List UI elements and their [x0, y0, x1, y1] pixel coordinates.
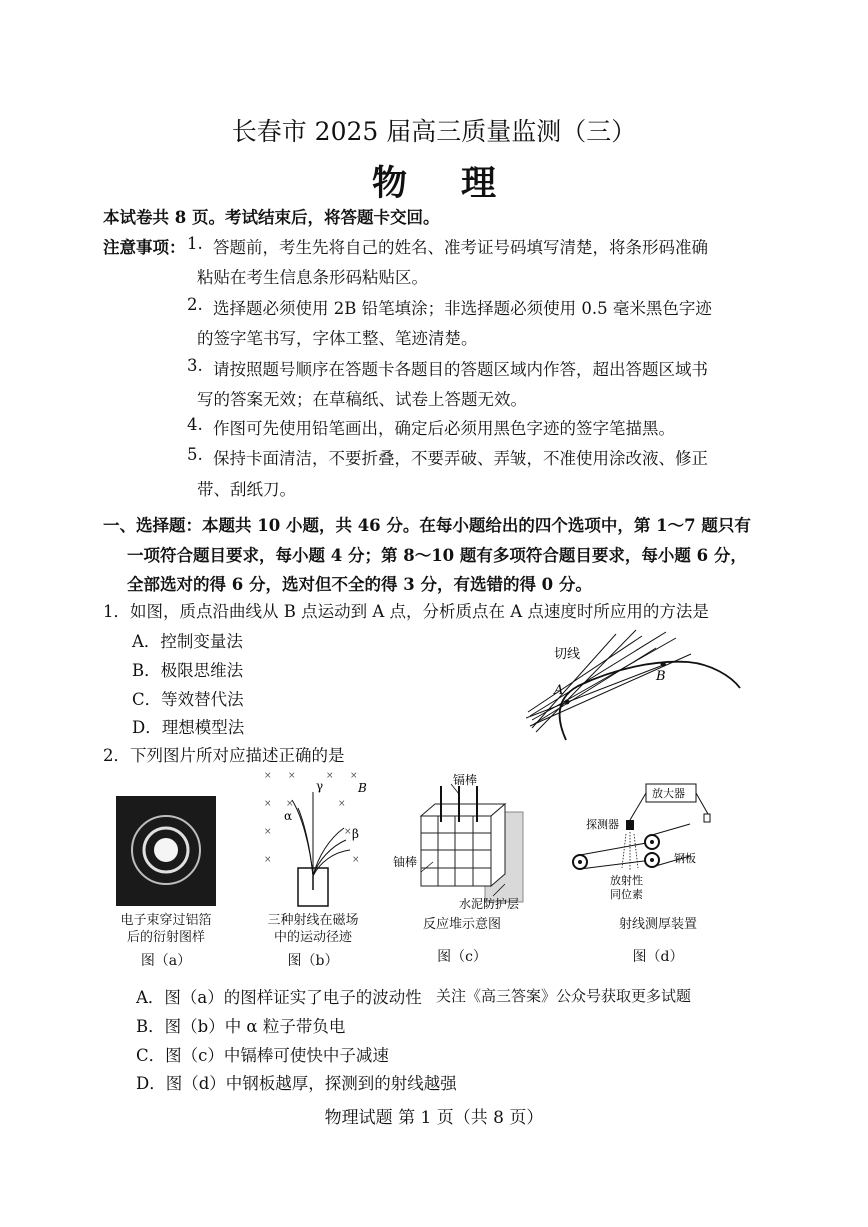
point-b-label: B — [656, 669, 666, 684]
figure-a-diffraction — [116, 796, 216, 906]
figure-a-caption — [106, 912, 226, 946]
q1-option-a: A．控制变量法 — [132, 632, 243, 651]
note-5-num: 5. — [187, 445, 203, 464]
reactor-core-grid — [421, 804, 505, 886]
q1-tangent-figure — [526, 628, 746, 748]
point-b-dot — [661, 662, 666, 667]
amplifier-label: 放大器 — [652, 787, 685, 800]
exam-title: 长春市 2025 届高三质量监测（三） — [231, 117, 637, 146]
steel-plate-label: 钢板 — [674, 852, 696, 865]
isotope-label-2: 同位素 — [610, 888, 643, 900]
q1-option-b: B．极限思维法 — [132, 661, 244, 680]
svg-text:×: × — [286, 799, 294, 809]
svg-text:×: × — [344, 827, 352, 837]
q1-option-d: D．理想模型法 — [132, 718, 245, 737]
figure-a-caption-2: 后的衍射图样 — [126, 930, 205, 945]
isotope-label-1: 放射性 — [610, 874, 643, 887]
section1-line-1: 一、选择题：本题共 10 小题，共 46 分。在每小题给出的四个选项中，第 1～7 题只有 — [103, 516, 751, 535]
figure-a-label: 图（a） — [140, 953, 192, 969]
note-5-line-1: 保持卡面清洁，不要折叠，不要弄破、弄皱，不准使用涂改液、修正 — [213, 449, 708, 468]
note-1-line-2: 粘贴在考生信息条形码粘贴区。 — [197, 268, 428, 287]
figure-c-caption-1: 反应堆示意图 — [422, 917, 501, 932]
section1-line-2: 一项符合题目要求，每小题 4 分；第 8～10 题有多项符合题目要求，每小题 6 分， — [127, 546, 747, 565]
note-2-line-2: 的签字笔书写，字体工整、笔迹清楚。 — [197, 329, 478, 348]
figure-b-caption-2: 中的运动径迹 — [273, 930, 352, 945]
q2-option-b: B．图（b）中 α 粒子带负电 — [136, 1017, 346, 1036]
q1-stem: 1．如图，质点沿曲线从 B 点运动到 A 点，分析质点在 A 点速度时所应用的方法是 — [103, 602, 709, 621]
section1-line-3: 全部选对的得 6 分，选对但不全的得 3 分，有选错的得 0 分。 — [127, 575, 592, 594]
q2-option-c: C．图（c）中镉棒可使快中子减速 — [136, 1046, 389, 1065]
note-5-line-2: 带、刮纸刀。 — [197, 480, 296, 499]
tangent-lines — [526, 630, 691, 732]
point-a-label: A — [554, 683, 564, 698]
figure-c-reactor — [393, 772, 533, 912]
q2-stem: 2．下列图片所对应描述正确的是 — [103, 746, 345, 765]
note-4-num: 4. — [187, 415, 203, 434]
note-1-line-1: 答题前，考生先将自己的姓名、准考证号码填写清楚，将条形码准确 — [213, 238, 708, 257]
q1-option-c: C．等效替代法 — [132, 690, 244, 709]
figure-d-gauge — [570, 780, 720, 900]
svg-text:×: × — [288, 771, 296, 781]
tangent-label: 切线 — [554, 647, 581, 662]
figure-d-caption-1: 射线测厚装置 — [618, 917, 697, 932]
figure-c-label: 图（c） — [437, 949, 487, 965]
point-a-dot — [565, 700, 570, 705]
figure-c-caption — [402, 916, 522, 933]
svg-text:×: × — [352, 855, 360, 865]
beta-label: β — [352, 827, 359, 841]
concrete-label: 水泥防护层 — [459, 897, 520, 911]
note-1-num: 1. — [187, 234, 203, 253]
note-2-num: 2. — [187, 295, 203, 314]
svg-text:×: × — [264, 827, 272, 837]
gamma-label: γ — [316, 779, 324, 793]
exam-intro: 本试卷共 8 页。考试结束后，将答题卡交回。 — [103, 208, 440, 227]
figure-d-caption — [598, 916, 718, 933]
subject-title: 物理 — [371, 163, 550, 204]
detector-label: 探测器 — [586, 818, 619, 831]
watermark-text: 关注《高三答案》公众号获取更多试题 — [436, 987, 692, 1005]
q2-option-d: D．图（d）中钢板越厚，探测到的射线越强 — [136, 1074, 457, 1093]
note-2-line-1: 选择题必须使用 2B 铅笔填涂；非选择题必须使用 0.5 毫米黑色字迹 — [213, 299, 712, 318]
figure-a-caption-1: 电子束穿过铝箔 — [120, 913, 212, 928]
page-footer: 物理试题 第 1 页（共 8 页） — [324, 1108, 544, 1128]
figure-b-caption — [250, 912, 376, 946]
q2-option-a: A．图（a）的图样证实了电子的波动性 — [136, 988, 422, 1007]
svg-text:×: × — [264, 771, 272, 781]
figure-b-label: 图（b） — [287, 953, 339, 969]
field-b-label: B — [358, 781, 367, 795]
svg-text:×: × — [264, 855, 272, 865]
detector — [626, 820, 634, 830]
svg-text:×: × — [326, 771, 334, 781]
figure-b-caption-1: 三种射线在磁场 — [267, 913, 359, 928]
uranium-rod-label: 铀棒 — [393, 855, 418, 869]
svg-text:×: × — [350, 771, 358, 781]
radiation-rays — [622, 832, 638, 870]
notes-label: 注意事项： — [103, 238, 186, 257]
svg-text:×: × — [338, 799, 346, 809]
figure-b-rays — [258, 766, 368, 912]
svg-text:×: × — [264, 799, 272, 809]
note-4-line-1: 作图可先使用铅笔画出，确定后必须用黑色字迹的签字笔描黑。 — [213, 419, 675, 438]
figure-d-label: 图（d） — [632, 949, 684, 965]
note-3-line-1: 请按照题号顺序在答题卡各题目的答题区域内作答，超出答题区域书 — [213, 360, 708, 379]
cadmium-rod-label: 镉棒 — [453, 773, 478, 787]
note-3-num: 3. — [187, 356, 203, 375]
note-3-line-2: 写的答案无效；在草稿纸、试卷上答题无效。 — [197, 390, 527, 409]
alpha-label: α — [284, 809, 293, 823]
